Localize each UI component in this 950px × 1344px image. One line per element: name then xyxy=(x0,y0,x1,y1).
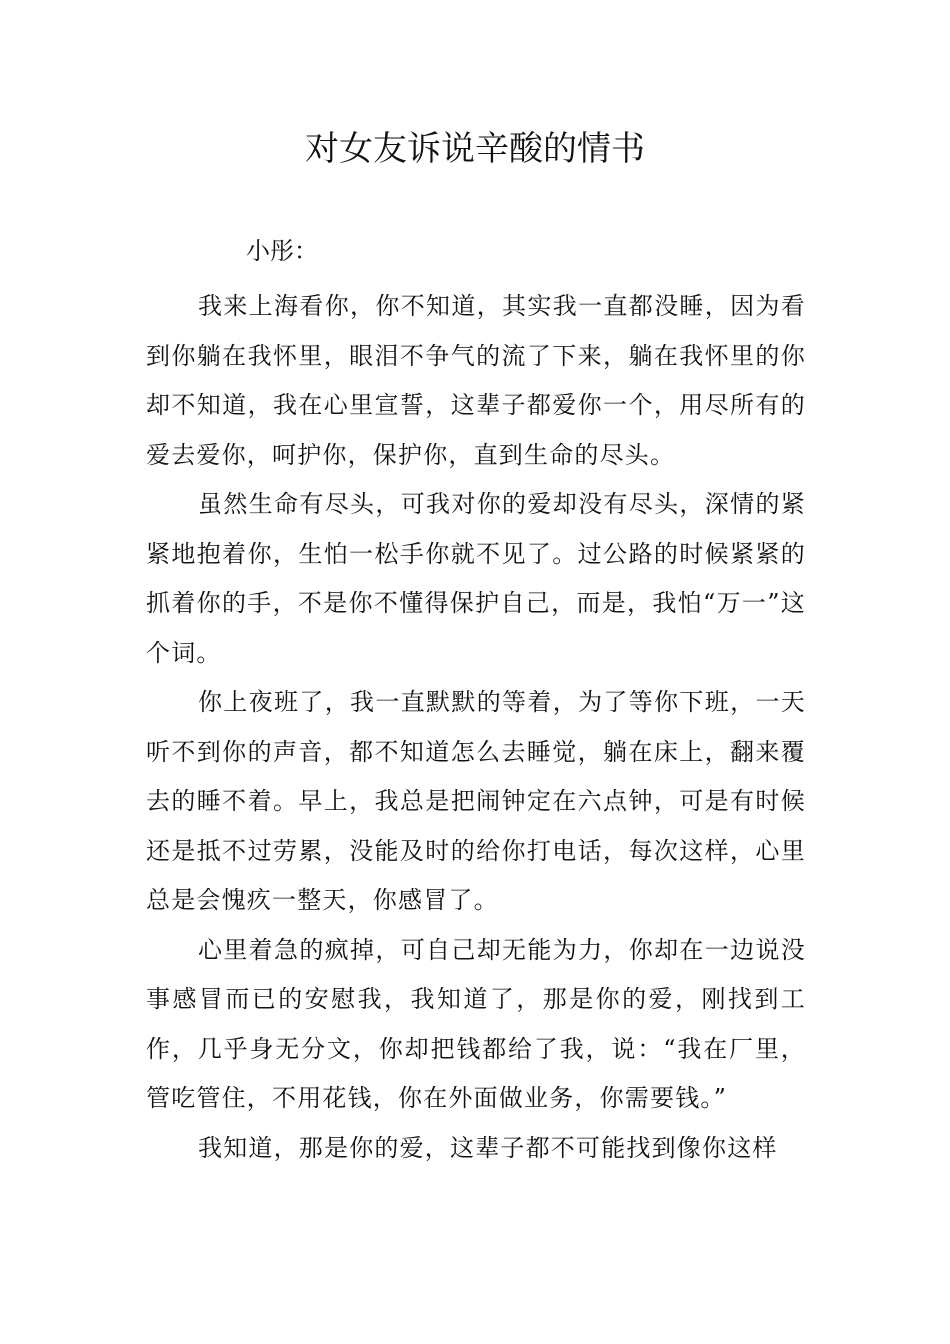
document-title: 对女友诉说辛酸的情书 xyxy=(305,129,645,169)
paragraph-2: 虽然生命有尽头，可我对你的爱却没有尽头，深情的紧紧地抱着你，生怕一松手你就不见了。过公路的时候紧紧的抓着你的手，不是你不懂得保护自己，而是，我怕“万一”这个词。 xyxy=(146,490,806,667)
document-body xyxy=(146,226,806,1173)
paragraph-3: 你上夜班了，我一直默默的等着，为了等你下班，一天听不到你的声音，都不知道怎么去睡觉，躺在床上，翻来覆去的睡不着。早上，我总是把闹钟定在六点钟，可是有时候还是抵不过劳累，没能及时的给你打电话，每次这样，心里总是会愧疚一整天，你感冒了。 xyxy=(146,688,806,914)
salutation: 小彤： xyxy=(246,237,318,265)
paragraph-1: 我来上海看你，你不知道，其实我一直都没睡，因为看到你躺在我怀里，眼泪不争气的流了下来，躺在我怀里的你却不知道，我在心里宣誓，这辈子都爱你一个，用尽所有的爱去爱你，呵护你，保护你，直到生命的尽头。 xyxy=(146,292,806,469)
paragraph-4: 心里着急的疯掉，可自己却无能为力，你却在一边说没事感冒而已的安慰我，我知道了，那是你的爱，刚找到工作，几乎身无分文，你却把钱都给了我，说：“我在厂里， 管吃管住，不用花钱，你在外面做业务，你需要钱。” xyxy=(146,935,806,1112)
paragraph-5: 我知道，那是你的爱，这辈子都不可能找到像你这样 xyxy=(198,1133,778,1162)
